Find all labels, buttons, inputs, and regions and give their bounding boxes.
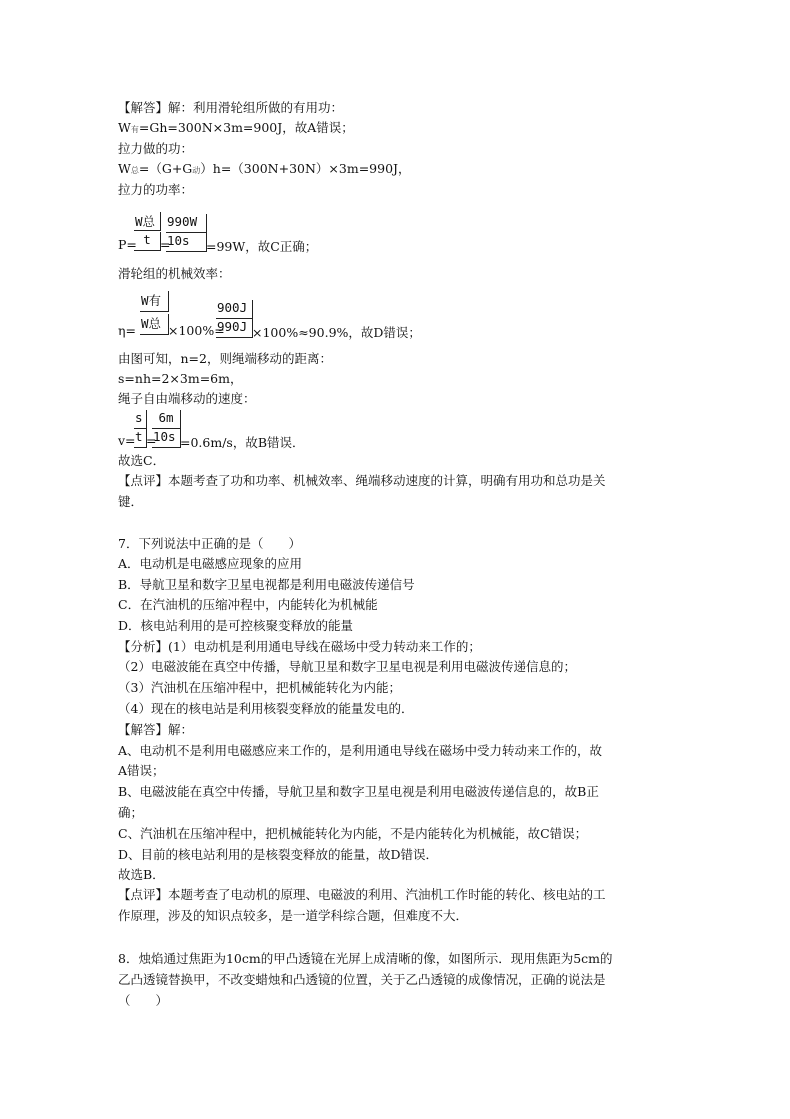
analysis-line-3: （3）汽油机在压缩冲程中，把机械能转化为内能； (118, 680, 401, 695)
efficiency-eq-prefix: η= (118, 323, 136, 338)
option-a: A．电动机是电磁感应现象的应用 (118, 556, 303, 571)
power-numerator-w: W总 (134, 212, 161, 231)
efficiency-eq-mid: ×100%= (168, 323, 225, 338)
answer-d: D、目前的核电站利用的是核裂变释放的能量，故D错误． (118, 847, 439, 862)
w-symbol: W (118, 161, 131, 176)
speed-eq-mid: = (146, 433, 157, 448)
distance-formula: s=nh=2×3m=6m， (118, 371, 243, 386)
efficiency-numerator-w: W有 (140, 291, 169, 312)
analysis-line-1: 【分析】(1）电动机是利用通电导线在磁场中受力转动来工作的； (118, 639, 481, 654)
answer-heading-line: 【解答】解：利用滑轮组所做的有用功： (118, 100, 344, 115)
speed-label: 绳子自由端移动的速度： (118, 391, 256, 406)
analysis-line-2: （2）电磁波能在真空中传播，导航卫星和数字卫星电视是利用电磁波传递信息的； (118, 659, 576, 674)
option-b: B．导航卫星和数字卫星电视都是利用电磁波传递信号 (118, 577, 415, 592)
answer-a: A、电动机不是利用电磁感应来工作的，是利用通电导线在磁场中受力转动来工作的，故 (118, 743, 603, 758)
power-label: 拉力的功率： (118, 182, 194, 197)
efficiency-denominator-w: W总 (140, 314, 169, 335)
option-c: C．在汽油机的压缩冲程中，内能转化为机械能 (118, 597, 378, 612)
pull-work-label: 拉力做的功： (118, 141, 194, 156)
speed-numerator-s: s (134, 410, 147, 429)
subscript-moving: 动 (192, 166, 201, 175)
comment-line: 【点评】本题考查了电动机的原理、电磁波的利用、汽油机工作时能的转化、核电站的工 (118, 887, 606, 902)
subscript-useful: 有 (130, 125, 139, 134)
answer-a-continued: A错误； (118, 763, 165, 778)
answer-heading: 【解答】解： (118, 722, 194, 737)
comment-line: 【点评】本题考查了功和功率、机械效率、绳端移动速度的计算，明确有用功和总功是关 (118, 473, 606, 488)
speed-result: =0.6m/s，故B错误． (180, 435, 305, 450)
power-denominator-t: t (134, 232, 161, 251)
w-symbol: W (118, 120, 131, 135)
useful-work-line (118, 120, 354, 138)
efficiency-denominator-value: 990J (216, 319, 253, 338)
subscript-total: 总 (130, 166, 139, 175)
question-7-stem: 7．下列说法中正确的是（ ） (118, 536, 301, 551)
answer-b-continued: 确； (118, 805, 144, 820)
total-work-formula-a: =（G+G (138, 161, 193, 176)
useful-work-formula: =Gh=300N×3m=900J，故A错误； (138, 120, 354, 135)
speed-denominator-t: t (134, 429, 147, 448)
total-work-line (118, 161, 411, 179)
comment-line-continued: 作原理，涉及的知识点较多，是一道学科综合题，但难度不大． (118, 908, 469, 923)
distance-label: 由图可知，n=2，则绳端移动的距离： (118, 351, 332, 366)
speed-denominator-value: 10s (152, 429, 181, 448)
efficiency-numerator-value: 900J (216, 300, 253, 319)
answer-c: C、汽油机在压缩冲程中，把机械能转化为内能，不是内能转化为机械能，故C错误； (118, 826, 588, 841)
option-d: D．核电站利用的是可控核聚变释放的能量 (118, 618, 354, 633)
power-eq-mid: = (160, 237, 171, 252)
analysis-line-4: （4）现在的核电站是利用核裂变释放的能量发电的． (118, 701, 414, 716)
efficiency-result: ×100%≈90.9%，故D错误； (252, 325, 421, 340)
speed-numerator-value: 6m (152, 410, 181, 429)
question-8-line-2: 乙凸透镜替换甲，不改变蜡烛和凸透镜的位置，关于乙凸透镜的成像情况，正确的说法是 (118, 972, 606, 987)
power-denominator-value: 10s (166, 233, 207, 252)
power-result: =99W，故C正确； (206, 239, 318, 254)
selection-line: 故选B． (118, 867, 165, 882)
total-work-formula-b: ）h=（300N+30N）×3m=990J， (200, 161, 411, 176)
power-numerator-value: 990W (166, 214, 207, 233)
power-eq-prefix: P= (118, 237, 137, 252)
answer-b: B、电磁波能在真空中传播，导航卫星和数字卫星电视是利用电磁波传递信息的，故B正 (118, 784, 599, 799)
question-8-line-1: 8．烛焰通过焦距为10cm的甲凸透镜在光屏上成清晰的像，如图所示．现用焦距为5cm的 (118, 951, 613, 966)
comment-line-continued: 键． (118, 494, 144, 509)
speed-eq-prefix: v= (118, 433, 136, 448)
question-8-line-3: （ ） (118, 993, 169, 1008)
selection-line: 故选C． (118, 453, 166, 468)
efficiency-label: 滑轮组的机械效率： (118, 266, 231, 281)
